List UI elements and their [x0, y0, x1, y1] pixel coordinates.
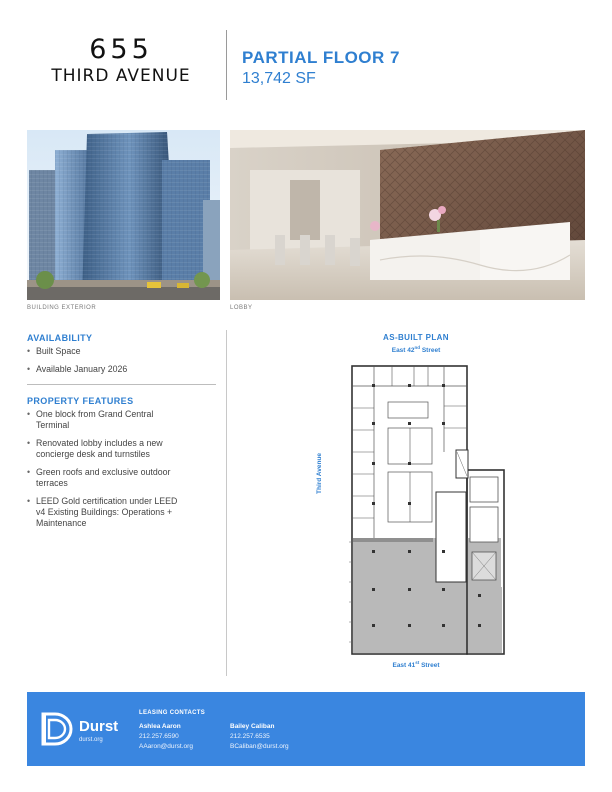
features-heading: PROPERTY FEATURES — [27, 396, 134, 406]
lobby-photo — [230, 130, 585, 300]
floor-title: PARTIAL FLOOR 7 — [242, 48, 400, 67]
list-item: • One block from Grand Central Terminal — [27, 409, 187, 431]
plan-street-bottom: East 41st Street — [392, 659, 440, 669]
lobby-caption: LOBBY — [230, 305, 253, 311]
address-number: 655 — [89, 34, 153, 65]
floor-plan — [348, 362, 508, 658]
logo-url: durst.org — [79, 737, 103, 743]
list-item: • Built Space — [27, 346, 217, 357]
contact-email[interactable]: BCaliban@durst.org — [230, 743, 289, 750]
list-item: • LEED Gold certification under LEED v4 Existing Buildings: Operations + Maintenance — [27, 496, 187, 529]
durst-logo-icon — [41, 710, 73, 748]
contact-card — [139, 722, 193, 752]
contact-name: Ashlea Aaron — [139, 723, 181, 730]
footer-band — [27, 692, 585, 766]
logo-wordmark: Durst — [79, 718, 119, 735]
plan-title: AS-BUILT PLAN — [383, 333, 449, 342]
contact-email[interactable]: AAaron@durst.org — [139, 743, 193, 750]
floor-size: 13,742 SF — [242, 70, 316, 87]
availability-list — [27, 346, 217, 382]
column-divider — [226, 330, 227, 676]
section-rule — [27, 384, 216, 385]
list-item: • Renovated lobby includes a new concierge desk and turnstiles — [27, 438, 187, 460]
address-street: THIRD AVENUE — [51, 66, 191, 86]
exterior-caption: BUILDING EXTERIOR — [27, 305, 97, 311]
contact-phone[interactable]: 212.257.6535 — [230, 733, 270, 740]
plan-street-side: Third Avenue — [316, 452, 323, 494]
leasing-contacts-title: LEASING CONTACTS — [139, 710, 206, 716]
list-item: • Available January 2026 — [27, 364, 217, 375]
contact-card — [230, 722, 289, 752]
building-exterior-photo — [27, 130, 220, 300]
contact-name: Bailey Caliban — [230, 723, 275, 730]
availability-heading: AVAILABILITY — [27, 333, 93, 343]
header-divider — [226, 30, 227, 100]
plan-street-top: East 42nd Street — [391, 344, 441, 354]
list-item: • Green roofs and exclusive outdoor terraces — [27, 467, 187, 489]
features-list — [27, 409, 187, 536]
contact-phone[interactable]: 212.257.6590 — [139, 733, 179, 740]
